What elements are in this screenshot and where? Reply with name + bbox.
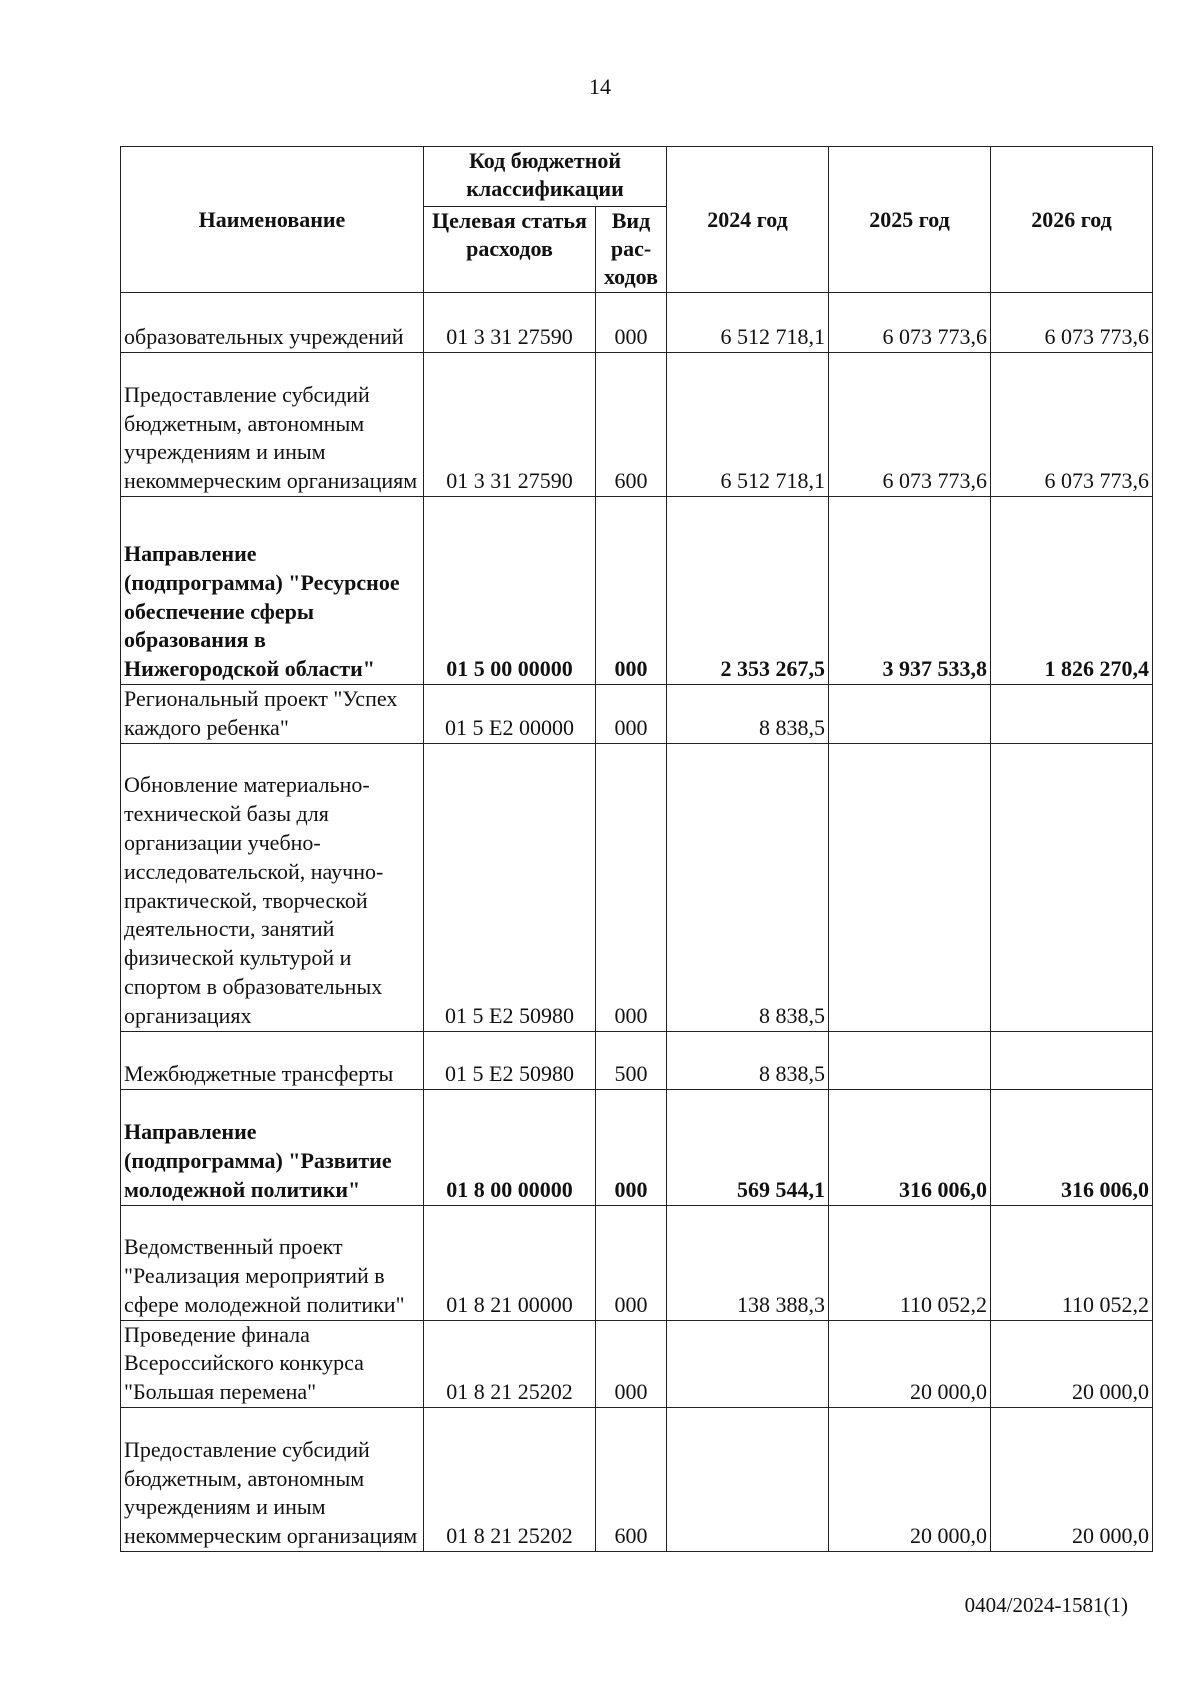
cell-2025: 110 052,2 bbox=[829, 1205, 991, 1320]
table-row bbox=[121, 497, 1153, 685]
cell-2024: 6 512 718,1 bbox=[667, 353, 829, 497]
cell-name: Межбюджетные трансферты bbox=[121, 1031, 424, 1089]
cell-2026 bbox=[991, 685, 1153, 744]
cell-2025 bbox=[829, 1031, 991, 1089]
cell-expense-kind: 000 bbox=[596, 497, 667, 685]
header-name: Наименование bbox=[121, 147, 424, 293]
table-row bbox=[121, 1089, 1153, 1205]
cell-2026: 6 073 773,6 bbox=[991, 293, 1153, 353]
cell-2025 bbox=[829, 685, 991, 744]
cell-name: Региональный проект "Успех каждого ребенка" bbox=[121, 685, 424, 744]
table-body bbox=[121, 293, 1153, 1552]
cell-2025 bbox=[829, 743, 991, 1031]
cell-name: Направление (подпрограмма) "Ресурсное обеспечение сферы образования в Нижегородской области" bbox=[121, 497, 424, 685]
cell-2024 bbox=[667, 1407, 829, 1551]
header-2024: 2024 год bbox=[667, 147, 829, 293]
cell-2024: 8 838,5 bbox=[667, 743, 829, 1031]
cell-2024 bbox=[667, 1320, 829, 1407]
table-row bbox=[121, 353, 1153, 497]
cell-2026: 110 052,2 bbox=[991, 1205, 1153, 1320]
table-row bbox=[121, 743, 1153, 1031]
cell-2024: 569 544,1 bbox=[667, 1089, 829, 1205]
header-2025: 2025 год bbox=[829, 147, 991, 293]
cell-expense-kind: 000 bbox=[596, 743, 667, 1031]
table-row bbox=[121, 1031, 1153, 1089]
budget-table bbox=[120, 146, 1153, 1552]
cell-expense-kind: 000 bbox=[596, 685, 667, 744]
header-target-article: Целевая статья расходов bbox=[424, 207, 596, 293]
cell-2025: 20 000,0 bbox=[829, 1320, 991, 1407]
table-row bbox=[121, 1205, 1153, 1320]
cell-2025: 20 000,0 bbox=[829, 1407, 991, 1551]
cell-2026: 6 073 773,6 bbox=[991, 353, 1153, 497]
table-row bbox=[121, 293, 1153, 353]
cell-2025: 6 073 773,6 bbox=[829, 293, 991, 353]
cell-name: образовательных учреждений bbox=[121, 293, 424, 353]
cell-target-article: 01 8 21 25202 bbox=[424, 1320, 596, 1407]
cell-2024: 8 838,5 bbox=[667, 685, 829, 744]
table-row bbox=[121, 1407, 1153, 1551]
cell-2025: 316 006,0 bbox=[829, 1089, 991, 1205]
cell-target-article: 01 5 E2 50980 bbox=[424, 1031, 596, 1089]
cell-2026 bbox=[991, 1031, 1153, 1089]
page-number: 14 bbox=[589, 74, 611, 99]
cell-name: Направление (подпрограмма) "Развитие молодежной политики" bbox=[121, 1089, 424, 1205]
cell-name: Ведомственный проект "Реализация мероприятий в сфере молодежной политики" bbox=[121, 1205, 424, 1320]
cell-2026 bbox=[991, 743, 1153, 1031]
cell-target-article: 01 5 00 00000 bbox=[424, 497, 596, 685]
cell-target-article: 01 5 E2 00000 bbox=[424, 685, 596, 744]
table-row bbox=[121, 1320, 1153, 1407]
table-row bbox=[121, 685, 1153, 744]
document-code: 0404/2024-1581(1) bbox=[964, 1593, 1128, 1617]
header-expense-kind: Вид рас-ходов bbox=[596, 207, 667, 293]
cell-target-article: 01 3 31 27590 bbox=[424, 353, 596, 497]
cell-2026: 1 826 270,4 bbox=[991, 497, 1153, 685]
cell-target-article: 01 5 E2 50980 bbox=[424, 743, 596, 1031]
cell-2025: 6 073 773,6 bbox=[829, 353, 991, 497]
cell-target-article: 01 8 00 00000 bbox=[424, 1089, 596, 1205]
cell-2026: 316 006,0 bbox=[991, 1089, 1153, 1205]
cell-expense-kind: 000 bbox=[596, 293, 667, 353]
cell-expense-kind: 000 bbox=[596, 1205, 667, 1320]
table-header bbox=[121, 147, 1153, 293]
cell-expense-kind: 000 bbox=[596, 1320, 667, 1407]
cell-expense-kind: 600 bbox=[596, 353, 667, 497]
cell-2024: 6 512 718,1 bbox=[667, 293, 829, 353]
cell-2024: 8 838,5 bbox=[667, 1031, 829, 1089]
cell-target-article: 01 8 21 00000 bbox=[424, 1205, 596, 1320]
cell-2024: 138 388,3 bbox=[667, 1205, 829, 1320]
cell-2026: 20 000,0 bbox=[991, 1407, 1153, 1551]
cell-name: Предоставление субсидий бюджетным, автономным учреждениям и иным некоммерческим организациям bbox=[121, 1407, 424, 1551]
cell-name: Обновление материально-технической базы для организации учебно-исследовательской, научно-практической, творческой деятельности, занятий физической культурой и спортом в образовательных организациях bbox=[121, 743, 424, 1031]
cell-target-article: 01 8 21 25202 bbox=[424, 1407, 596, 1551]
cell-expense-kind: 000 bbox=[596, 1089, 667, 1205]
cell-2024: 2 353 267,5 bbox=[667, 497, 829, 685]
cell-name: Предоставление субсидий бюджетным, автономным учреждениям и иным некоммерческим организациям bbox=[121, 353, 424, 497]
cell-expense-kind: 600 bbox=[596, 1407, 667, 1551]
header-2026: 2026 год bbox=[991, 147, 1153, 293]
cell-expense-kind: 500 bbox=[596, 1031, 667, 1089]
cell-name: Проведение финала Всероссийского конкурса "Большая перемена" bbox=[121, 1320, 424, 1407]
cell-2025: 3 937 533,8 bbox=[829, 497, 991, 685]
header-code-group: Код бюджетной классификации bbox=[424, 147, 667, 207]
cell-2026: 20 000,0 bbox=[991, 1320, 1153, 1407]
cell-target-article: 01 3 31 27590 bbox=[424, 293, 596, 353]
